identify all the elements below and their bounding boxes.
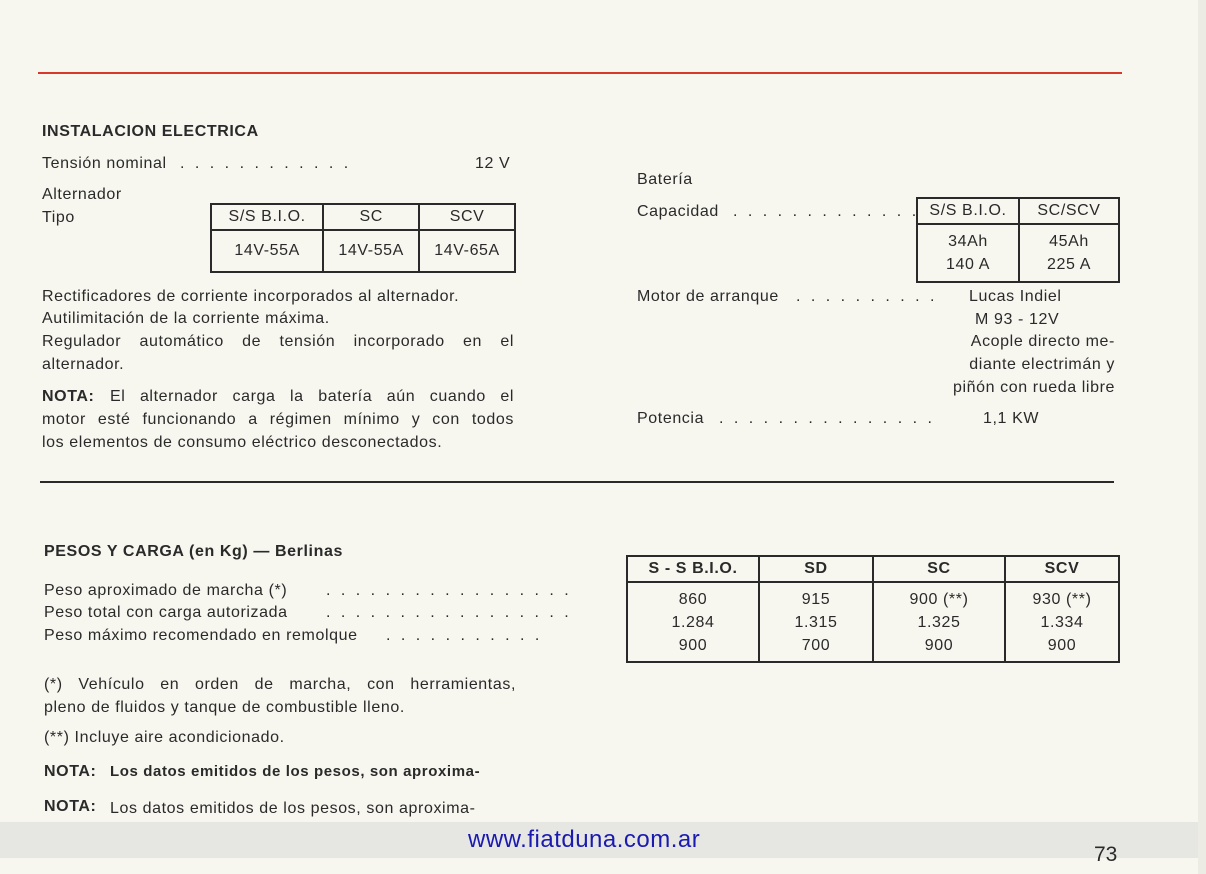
weights-column-scv <box>1005 582 1119 662</box>
battery-amp-ssbio: 140 A <box>946 256 990 273</box>
page-number: 73 <box>1094 843 1118 866</box>
motor-line: Acople directo me- <box>970 333 1115 350</box>
top-red-rule <box>38 72 1122 74</box>
potencia-dots: . . . . . . . . . . . . . . . <box>719 410 935 427</box>
weights-heading: PESOS Y CARGA (en Kg) — Berlinas <box>44 543 343 560</box>
alt-header-ssbio: S/S B.I.O. <box>211 204 323 230</box>
motor-label: Motor de arranque <box>637 288 779 305</box>
motor-line: diante electrimán y <box>969 356 1115 373</box>
battery-values-scscv <box>1019 224 1119 282</box>
weight-row-label: Peso aproximado de marcha (*) <box>44 582 288 599</box>
weight-value: 1.315 <box>794 613 838 631</box>
battery-table <box>916 197 1120 283</box>
weight-row-label: Peso máximo recomendado en remolque <box>44 627 358 644</box>
electrical-line: Rectificadores de corriente incorporados al alternador. <box>42 288 460 305</box>
alt-value-scv: 14V-65A <box>419 230 515 272</box>
weight-value: 860 <box>678 590 708 608</box>
website-link[interactable]: www.fiatduna.com.ar <box>468 826 701 853</box>
weight-row-dots: . . . . . . . . . . . . . . . . . <box>326 582 572 599</box>
weights-header-sc: SC <box>873 556 1005 582</box>
weights-column-sd <box>759 582 873 662</box>
electrical-nota-line: motor esté funcionando a régimen mínimo y con todos <box>42 411 514 428</box>
footnote-1-line: (*) Vehículo en orden de marcha, con herramientas, <box>44 676 516 693</box>
battery-values-ssbio <box>917 224 1019 282</box>
weight-value: 900 <box>924 636 954 654</box>
alternador-label: Alternador <box>42 186 122 203</box>
potencia-value: 1,1 KW <box>983 410 1040 427</box>
alt-header-sc: SC <box>323 204 419 230</box>
weight-value: 900 <box>678 636 708 654</box>
weight-value: 915 <box>801 590 831 608</box>
electrical-line: Regulador automático de tensión incorporado en el <box>42 333 514 350</box>
alt-value-ssbio: 14V-55A <box>211 230 323 272</box>
alternator-table <box>210 203 516 273</box>
electrical-nota-label: NOTA: <box>42 388 95 405</box>
potencia-label: Potencia <box>637 410 705 427</box>
weights-table <box>626 555 1120 663</box>
alt-value-sc: 14V-55A <box>323 230 419 272</box>
weight-row-dots: . . . . . . . . . . . <box>386 627 543 644</box>
electrical-line: Autilimitación de la corriente máxima. <box>42 310 330 327</box>
battery-header-ssbio: S/S B.I.O. <box>917 198 1019 224</box>
motor-dots: . . . . . . . . . . <box>796 288 938 305</box>
tension-label: Tensión nominal <box>42 155 167 172</box>
weights-column-ssbio <box>627 582 759 662</box>
weight-value: 1.325 <box>917 613 961 631</box>
electrical-nota-line: los elementos de consumo eléctrico desconectados. <box>42 434 443 451</box>
weight-value: 900 (**) <box>909 590 969 608</box>
weight-row-dots: . . . . . . . . . . . . . . . . . <box>326 604 572 621</box>
weight-value: 1.284 <box>671 613 715 631</box>
battery-label: Batería <box>637 171 693 188</box>
electrical-heading: INSTALACION ELECTRICA <box>42 123 259 140</box>
tension-value: 12 V <box>475 155 511 172</box>
capacidad-dots: . . . . . . . . . . . . . <box>733 203 920 220</box>
motor-line: piñón con rueda libre <box>952 379 1115 396</box>
weight-value: 930 (**) <box>1032 590 1092 608</box>
footnote-2: (**) Incluye aire acondicionado. <box>44 729 285 746</box>
tipo-label: Tipo <box>42 209 75 226</box>
tension-dots: . . . . . . . . . . . . <box>180 155 352 172</box>
weights-header-sd: SD <box>759 556 873 582</box>
alt-header-scv: SCV <box>419 204 515 230</box>
weights-column-sc <box>873 582 1005 662</box>
weights-header-ssbio: S - S B.I.O. <box>627 556 759 582</box>
weights-nota-bold-label: NOTA: <box>44 763 97 780</box>
footnote-1-line: pleno de fluidos y tanque de combustible lleno. <box>44 699 405 716</box>
weight-row-label: Peso total con carga autorizada <box>44 604 288 621</box>
battery-ah-scscv: 45Ah <box>1049 233 1089 250</box>
electrical-line: alternador. <box>42 356 125 373</box>
battery-amp-scscv: 225 A <box>1047 256 1091 273</box>
section-divider-rule <box>40 481 1114 483</box>
weights-header-scv: SCV <box>1005 556 1119 582</box>
battery-ah-ssbio: 34Ah <box>948 233 988 250</box>
weight-value: 700 <box>801 636 831 654</box>
capacidad-label: Capacidad <box>637 203 719 220</box>
weight-value: 1.334 <box>1040 613 1084 631</box>
page-edge-shadow <box>1198 0 1206 874</box>
weights-nota-text: Los datos emitidos de los pesos, son aproxima- <box>110 800 476 817</box>
motor-line: M 93 - 12V <box>975 311 1060 328</box>
weight-value: 900 <box>1047 636 1077 654</box>
weights-nota-bold-text: Los datos emitidos de los pesos, son aproxima- <box>110 763 481 780</box>
weights-nota-label: NOTA: <box>44 798 97 815</box>
electrical-nota-line: El alternador carga la batería aún cuando el <box>110 388 514 405</box>
motor-line: Lucas Indiel <box>969 288 1062 305</box>
battery-header-scscv: SC/SCV <box>1019 198 1119 224</box>
